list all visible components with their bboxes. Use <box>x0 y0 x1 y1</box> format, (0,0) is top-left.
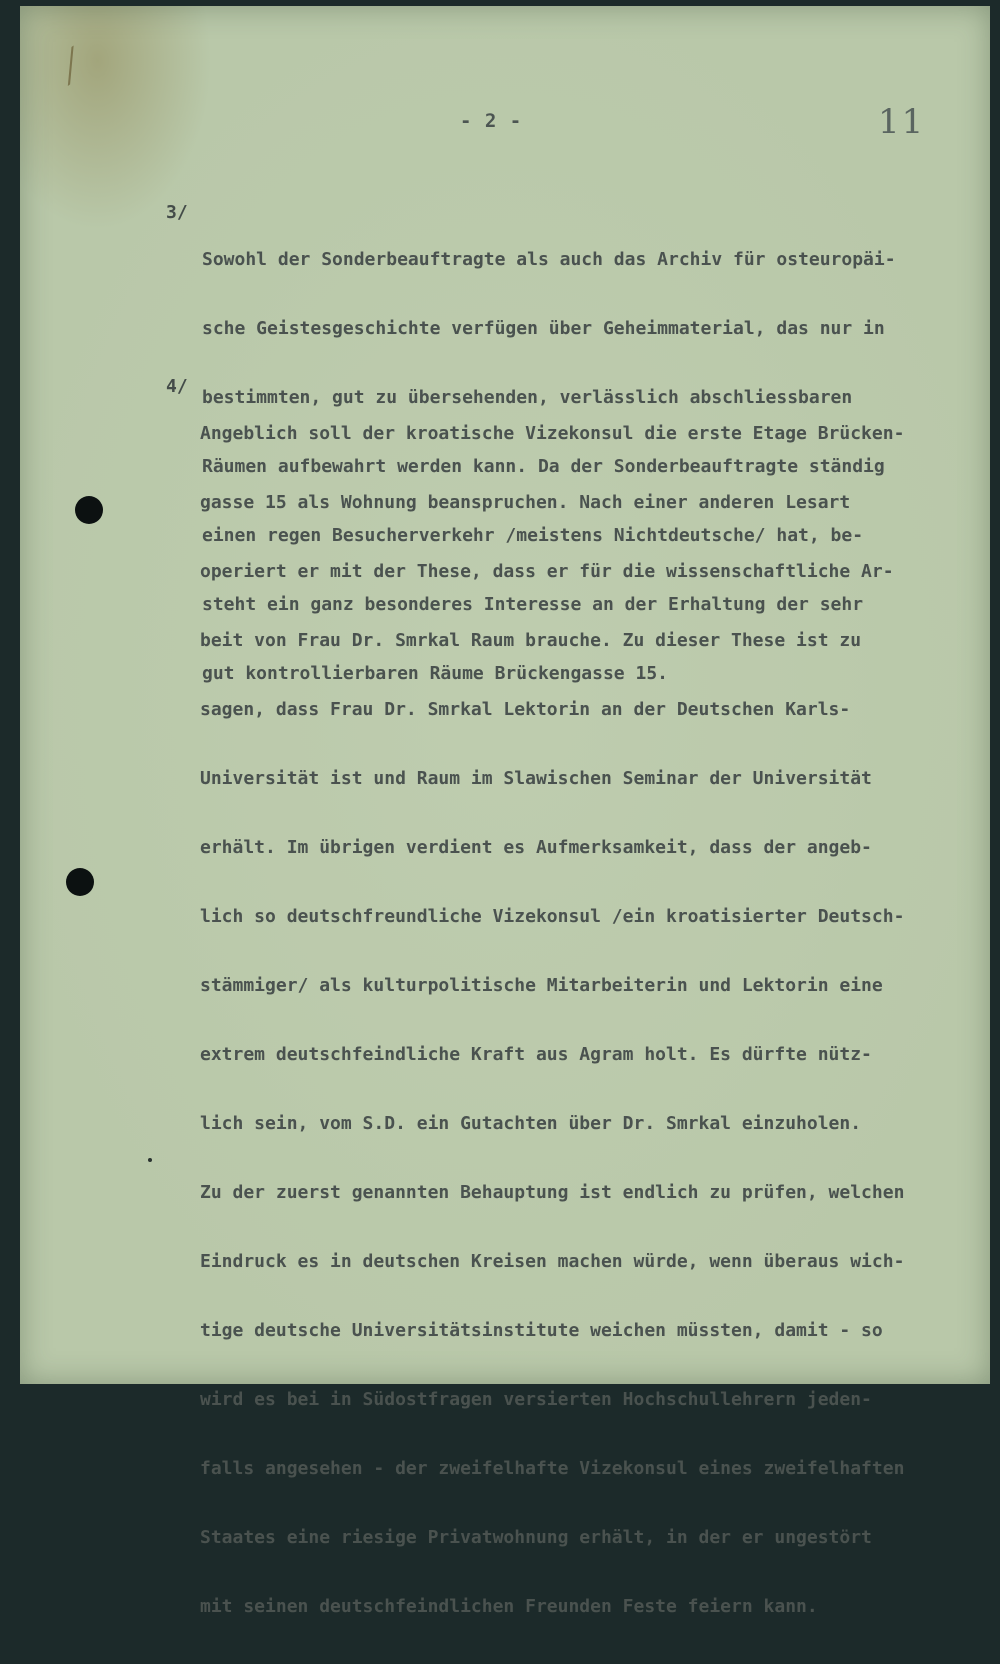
document-page <box>20 6 990 1617</box>
paragraph-line: Universität ist und Raum im Slawischen Seminar der Universität <box>200 768 872 789</box>
paragraph-line: tige deutsche Universitätsinstitute weichen müssten, damit - so <box>200 1320 883 1341</box>
paragraph-line: erhält. Im übrigen verdient es Aufmerksamkeit, dass der angeb- <box>200 837 872 858</box>
paragraph-4 <box>200 376 904 1664</box>
paragraph-line: steht ein ganz besonderes Interesse an der Erhaltung der sehr <box>202 594 864 615</box>
paragraph-line: einen regen Besucherverkehr /meistens Nichtdeutsche/ hat, be- <box>202 525 864 546</box>
folio-number: 11 <box>878 102 926 142</box>
paragraph-line: sagen, dass Frau Dr. Smrkal Lektorin an der Deutschen Karls- <box>200 699 851 720</box>
paragraph-line: extrem deutschfeindliche Kraft aus Agram holt. Es dürfte nütz- <box>200 1044 872 1065</box>
paragraph-line: Staates eine riesige Privatwohnung erhält, in der er ungestört <box>200 1527 872 1548</box>
paragraph-line: lich sein, vom S.D. ein Gutachten über Dr. Smrkal einzuholen. <box>200 1113 862 1134</box>
paragraph-line: stämmiger/ als kulturpolitische Mitarbeiterin und Lektorin eine <box>200 975 883 996</box>
punch-hole <box>66 868 94 896</box>
punch-hole <box>75 496 103 524</box>
paragraph-line: falls angesehen - der zweifelhafte Vizekonsul eines zweifelhaften <box>200 1458 905 1479</box>
rust-stain: ⟋ <box>46 39 97 94</box>
paragraph-line: Zu der zuerst genannten Behauptung ist endlich zu prüfen, welchen <box>200 1182 905 1203</box>
paragraph-line: beit von Frau Dr. Smrkal Raum brauche. Zu dieser These ist zu <box>200 630 862 651</box>
paragraph-line: gut kontrollierbaren Räume Brückengasse 15. <box>202 663 668 684</box>
paragraph-3-number: 3/ <box>166 202 188 223</box>
paragraph-line: Eindruck es in deutschen Kreisen machen würde, wenn überaus wich- <box>200 1251 905 1272</box>
paragraph-line: bestimmten, gut zu übersehenden, verlässlich abschliessbaren <box>202 387 853 408</box>
paragraph-4-number: 4/ <box>166 376 188 397</box>
paragraph-line: operiert er mit der These, dass er für die wissenschaftliche Ar- <box>200 561 894 582</box>
paragraph-line: Angeblich soll der kroatische Vizekonsul die erste Etage Brücken- <box>200 423 905 444</box>
paragraph-line: Räumen aufbewahrt werden kann. Da der Sonderbeauftragte ständig <box>202 456 885 477</box>
ink-speck <box>148 1158 152 1162</box>
paragraph-line: lich so deutschfreundliche Vizekonsul /ein kroatisierter Deutsch- <box>200 906 905 927</box>
paragraph-line: mit seinen deutschfeindlichen Freunden Feste feiern kann. <box>200 1596 818 1617</box>
page-number: - 2 - <box>460 110 523 132</box>
paragraph-line: wird es bei in Südostfragen versierten Hochschullehrern jeden- <box>200 1389 872 1410</box>
paragraph-line: gasse 15 als Wohnung beanspruchen. Nach einer anderen Lesart <box>200 492 851 513</box>
paragraph-line: sche Geistesgeschichte verfügen über Geheimmaterial, das nur in <box>202 318 885 339</box>
paragraph-line: Sowohl der Sonderbeauftragte als auch das Archiv für osteuropäi- <box>202 249 896 270</box>
